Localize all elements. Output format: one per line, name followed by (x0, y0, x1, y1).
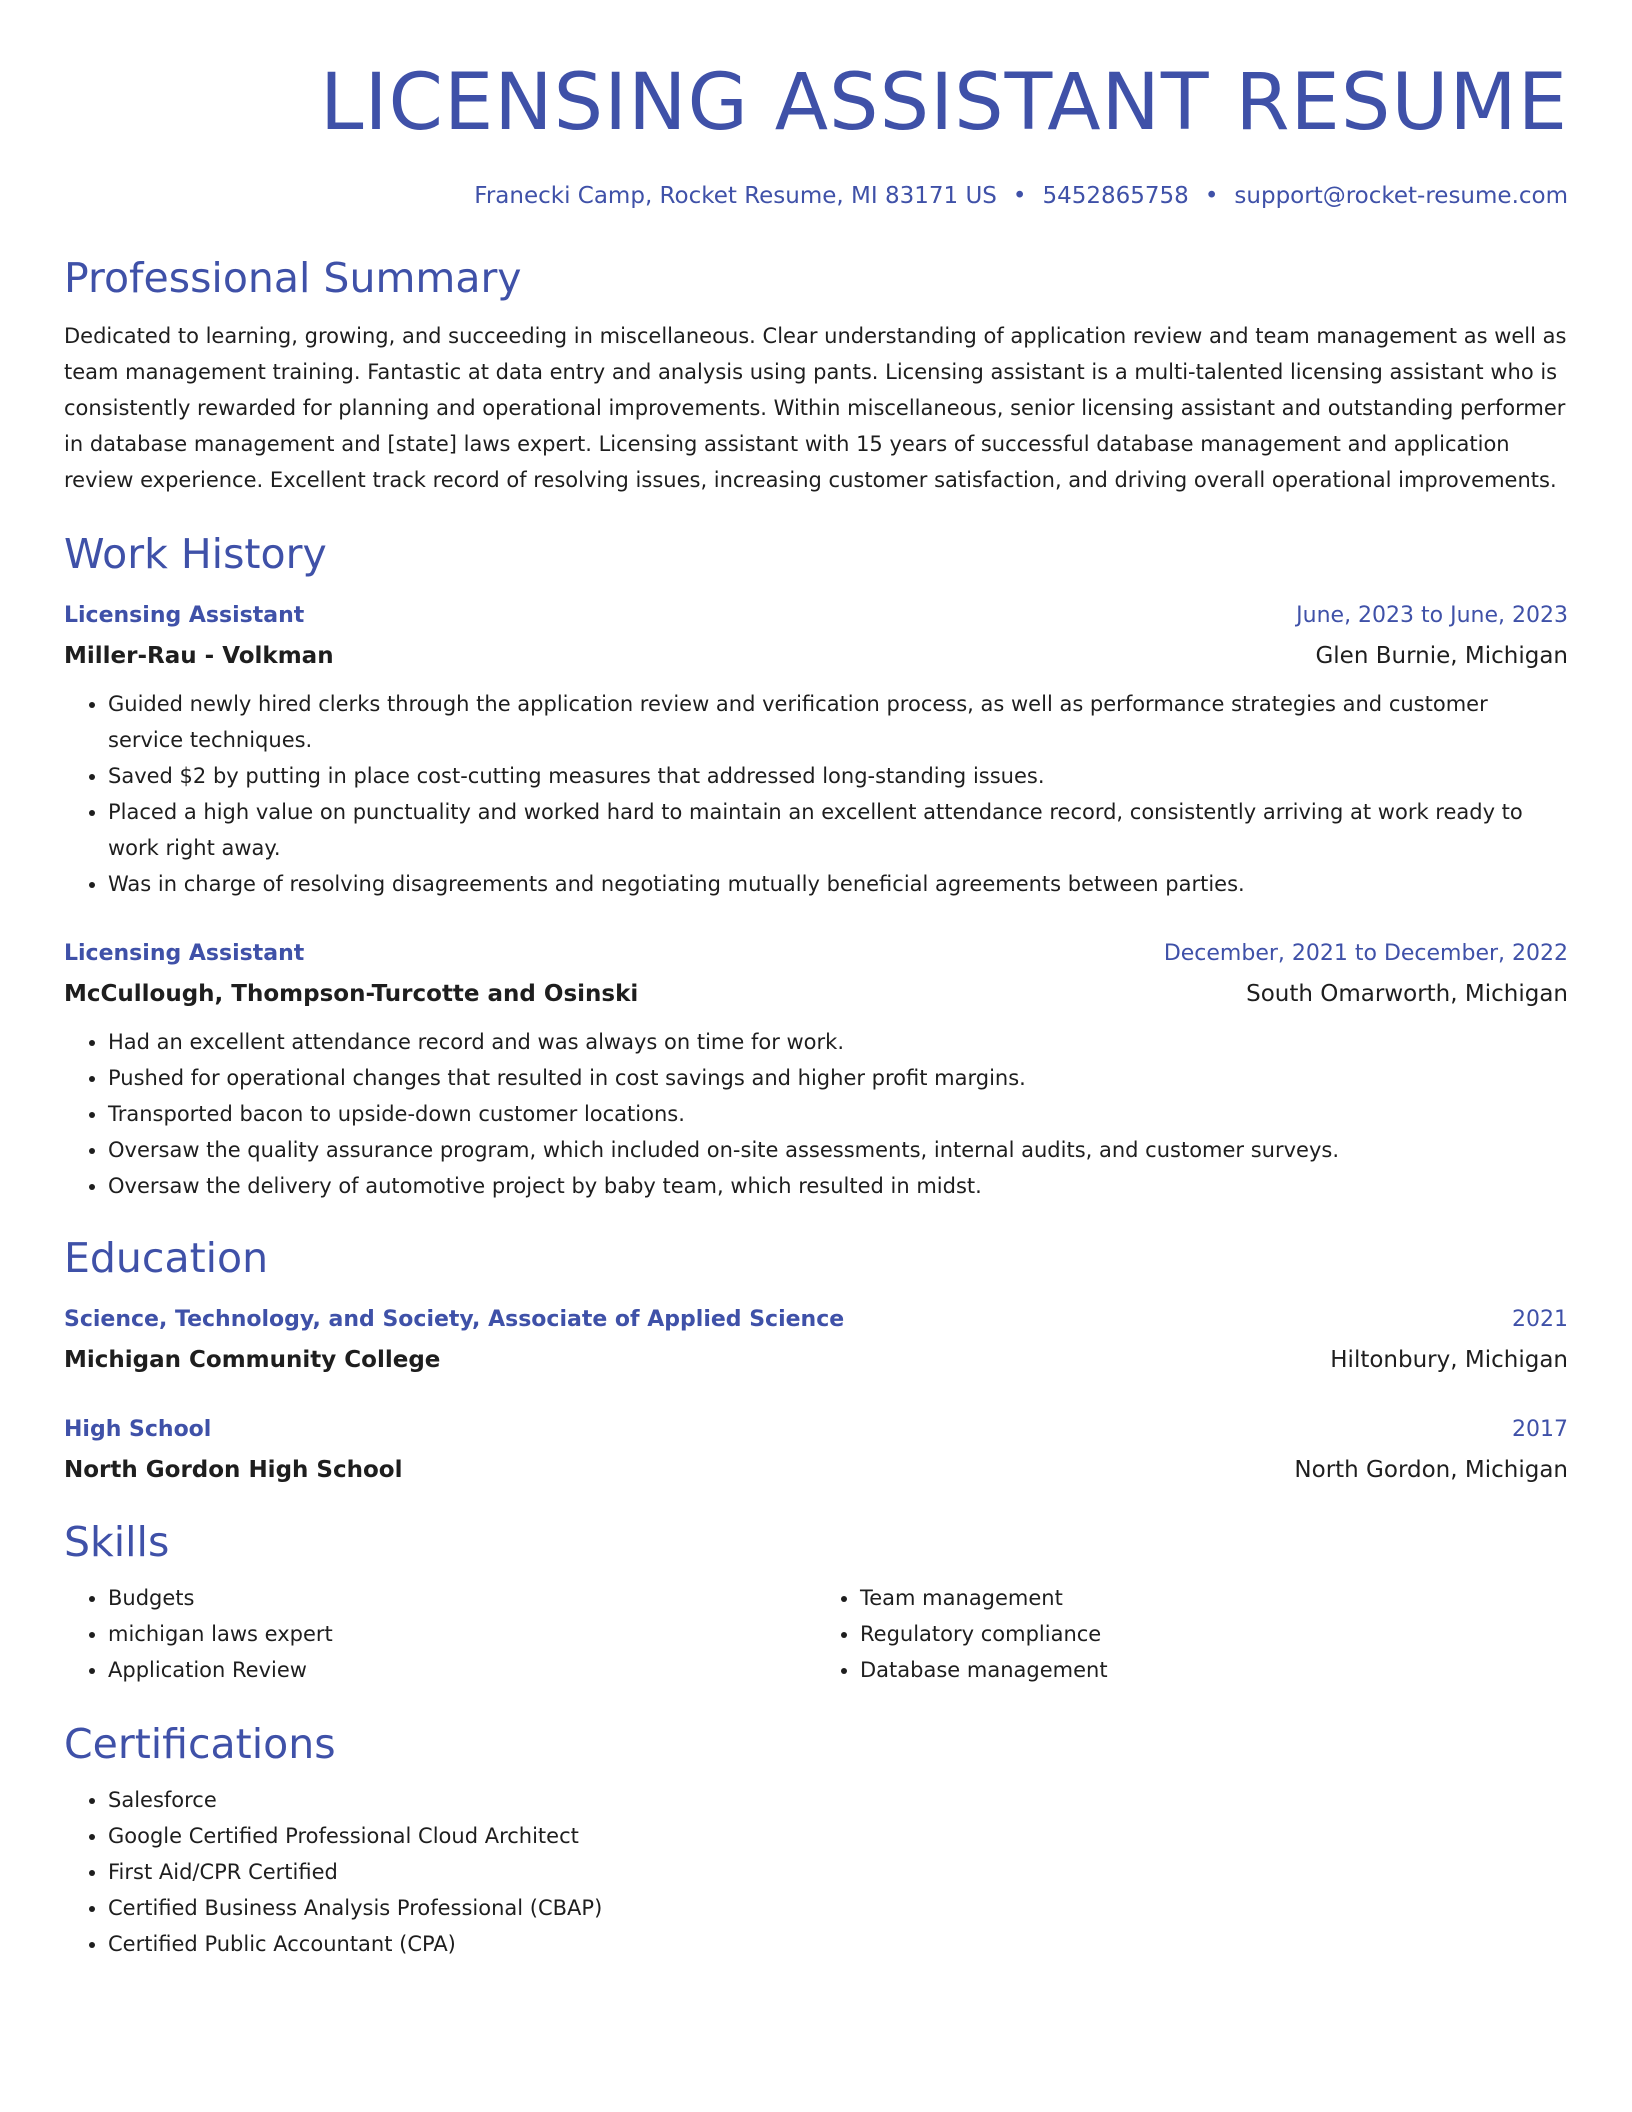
skills-column-right (816, 1580, 1568, 1688)
skills-grid (64, 1580, 1568, 1688)
certifications-list (64, 1782, 1568, 1962)
job-role: Licensing Assistant (64, 603, 305, 628)
school-location: Hiltonbury, Michigan (1330, 1347, 1568, 1373)
summary-text: Dedicated to learning, growing, and succeeding in miscellaneous. Clear understanding of application review and team management as well as team management training. Fantastic at data entry and analysis using pants. Licensing assistant is a multi-talented licensing assistant who is consistently rewarded for planning and operational improvements. Within miscellaneous, senior licensing assistant and outstanding performer in database management and [state] laws expert. Licensing assistant with 15 years of successful database management and application review experience. Excellent track record of resolving issues, increasing customer satisfaction, and driving overall operational improvements. (64, 324, 1567, 492)
job-company: Miller-Rau - Volkman (64, 643, 334, 669)
job-location: Glen Burnie, Michigan (1315, 643, 1568, 669)
certification-item: • Certified Business Analysis Professional (CBAP) (108, 1890, 1568, 1926)
list-item: • Oversaw the quality assurance program, which included on-site assessments, internal audits, and customer surveys. (108, 1132, 1568, 1168)
contact-line (64, 180, 1568, 212)
work-entry-header (64, 934, 1568, 974)
certification-item: • Salesforce (108, 1782, 1568, 1818)
work-entry (64, 934, 1568, 1204)
job-role: Licensing Assistant (64, 941, 305, 966)
work-entry-subheader (64, 636, 1568, 676)
contact-email[interactable]: support@rocket-resume.com (1234, 183, 1568, 209)
education-entry (64, 1300, 1568, 1380)
work-entry-header (64, 596, 1568, 636)
job-company: McCullough, Thompson-Turcotte and Osinski (64, 981, 639, 1007)
list-item: • Was in charge of resolving disagreements and negotiating mutually beneficial agreements between parties. (108, 866, 1568, 902)
list-item: • Placed a high value on punctuality and worked hard to maintain an excellent attendance record, consistently arriving at work ready to work right away. (108, 794, 1568, 866)
education-entry-header (64, 1410, 1568, 1450)
job-bullets (64, 1024, 1568, 1204)
school-name: Michigan Community College (64, 1347, 441, 1373)
list-item: • Transported bacon to upside-down customer locations. (108, 1096, 1568, 1132)
work-history-heading: Work History (64, 530, 327, 578)
education-entry-header (64, 1300, 1568, 1340)
contact-phone: 5452865758 (1042, 183, 1189, 209)
degree-name: Science, Technology, and Society, Associate of Applied Science (64, 1307, 845, 1332)
skill-item: • Regulatory compliance (860, 1616, 1568, 1652)
job-dates: December, 2021 to December, 2022 (1163, 941, 1568, 966)
job-bullets (64, 686, 1568, 902)
list-item: • Had an excellent attendance record and was always on time for work. (108, 1024, 1568, 1060)
list-item: • Pushed for operational changes that resulted in cost savings and higher profit margins. (108, 1060, 1568, 1096)
degree-name: High School (64, 1417, 212, 1442)
education-entry-subheader (64, 1450, 1568, 1490)
list-item: • Guided newly hired clerks through the application review and verification process, as well as performance strategies and customer service techniques. (108, 686, 1568, 758)
graduation-year: 2021 (1512, 1307, 1568, 1332)
education-heading: Education (64, 1234, 269, 1282)
skills-heading: Skills (64, 1518, 170, 1566)
skill-item: • Team management (860, 1580, 1568, 1616)
list-item: • Oversaw the delivery of automotive project by baby team, which resulted in midst. (108, 1168, 1568, 1204)
certifications-heading: Certifications (64, 1720, 336, 1768)
certification-item: • First Aid/CPR Certified (108, 1854, 1568, 1890)
skill-item: • Application Review (108, 1652, 816, 1688)
graduation-year: 2017 (1512, 1417, 1568, 1442)
skills-column-left (64, 1580, 816, 1688)
contact-address: Franecki Camp, Rocket Resume, MI 83171 US (474, 183, 997, 209)
list-item: • Saved $2 by putting in place cost-cutting measures that addressed long-standing issues. (108, 758, 1568, 794)
skill-item: • Database management (860, 1652, 1568, 1688)
skill-item: • michigan laws expert (108, 1616, 816, 1652)
school-name: North Gordon High School (64, 1457, 403, 1483)
work-entry-subheader (64, 974, 1568, 1014)
school-location: North Gordon, Michigan (1294, 1457, 1568, 1483)
skill-item: • Budgets (108, 1580, 816, 1616)
education-entry-subheader (64, 1340, 1568, 1380)
resume-title: LICENSING ASSISTANT RESUME (320, 58, 1568, 148)
contact-separator: • (1204, 183, 1219, 209)
job-dates: June, 2023 to June, 2023 (1296, 603, 1568, 628)
certification-item: • Certified Public Accountant (CPA) (108, 1926, 1568, 1962)
summary-heading: Professional Summary (64, 254, 522, 302)
job-location: South Omarworth, Michigan (1246, 981, 1568, 1007)
contact-separator: • (1012, 183, 1027, 209)
certification-item: • Google Certified Professional Cloud Architect (108, 1818, 1568, 1854)
education-entry (64, 1410, 1568, 1490)
work-entry (64, 596, 1568, 902)
